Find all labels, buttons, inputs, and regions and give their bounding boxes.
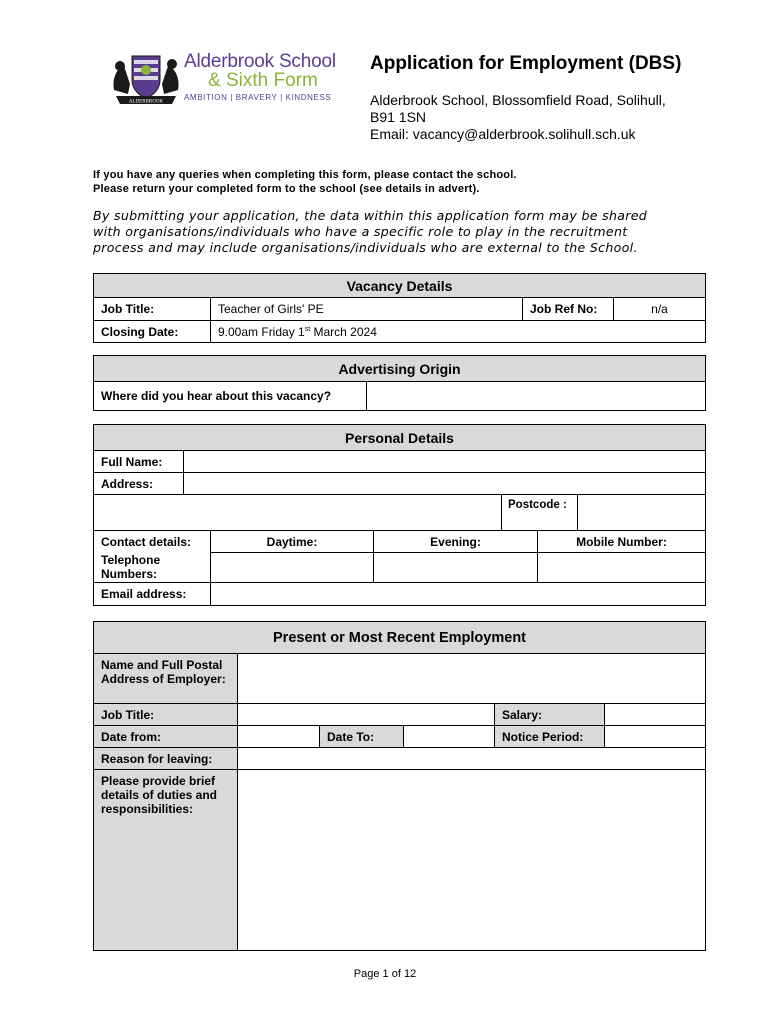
page-title: Application for Employment (DBS) [370, 53, 682, 74]
employment-job-title-field[interactable] [238, 704, 495, 726]
return-note: Please return your completed form to the school (see details in advert). [93, 183, 480, 195]
employment-table [93, 621, 706, 951]
date-from-label: Date from: [94, 726, 238, 748]
school-logo [110, 50, 355, 110]
address-field[interactable] [184, 473, 705, 495]
salary-field[interactable] [605, 704, 705, 726]
evening-phone-field[interactable] [374, 553, 538, 583]
postcode-field[interactable] [578, 495, 705, 531]
vacancy-details-table [93, 273, 706, 343]
full-name-label: Full Name: [94, 451, 184, 473]
date-from-field[interactable] [238, 726, 320, 748]
page-number: Page 1 of 12 [353, 968, 417, 980]
email-address-label: Email address: [94, 583, 211, 605]
employer-name-address-field[interactable] [238, 654, 705, 704]
job-title-label: Job Title: [94, 298, 211, 321]
notice-period-field[interactable] [605, 726, 705, 748]
duties-field[interactable] [238, 770, 705, 950]
closing-date-value: 9.00am Friday 1st March 2024 [218, 325, 377, 339]
contact-details-cell [94, 531, 211, 583]
full-name-field[interactable] [184, 451, 705, 473]
advertising-origin-table [93, 355, 706, 411]
data-sharing-statement: By submitting your application, the data within this application form may be shared with organisations/individuals who have a specific role to play in the recruitment process and may include organisations/individuals who are external to the School. [93, 208, 648, 255]
postcode-label: Postcode : [502, 495, 578, 531]
school-motto: AMBITION | BRAVERY | KINDNESS [184, 93, 332, 102]
school-email: Email: vacancy@alderbrook.solihull.sch.uk [370, 126, 636, 142]
employment-job-title-label: Job Title: [94, 704, 238, 726]
evening-label: Evening: [374, 531, 538, 553]
employment-heading: Present or Most Recent Employment [94, 622, 705, 654]
school-name-line1: Alderbrook School [184, 51, 336, 72]
mobile-phone-field[interactable] [538, 553, 705, 583]
duties-label: Please provide brief details of duties and responsibilities: [94, 770, 238, 950]
personal-details-table [93, 424, 706, 606]
vacancy-source-label: Where did you hear about this vacancy? [94, 382, 367, 410]
date-to-label: Date To: [320, 726, 404, 748]
address-field-line2[interactable] [94, 495, 502, 531]
school-address-line2: B91 1SN [370, 109, 427, 125]
contact-details-label: Contact details: [101, 535, 192, 549]
job-ref-label: Job Ref No: [523, 298, 614, 321]
reason-for-leaving-label: Reason for leaving: [94, 748, 238, 770]
notice-period-label: Notice Period: [495, 726, 605, 748]
mobile-number-label: Mobile Number: [538, 531, 705, 553]
reason-for-leaving-field[interactable] [238, 748, 705, 770]
address-label: Address: [94, 473, 184, 495]
job-title-value: Teacher of Girls' PE [211, 298, 523, 321]
queries-note: If you have any queries when completing this form, please contact the school. [93, 169, 517, 181]
school-name-line2: & Sixth Form [208, 70, 318, 91]
salary-label: Salary: [495, 704, 605, 726]
advertising-origin-heading: Advertising Origin [94, 356, 705, 382]
date-to-field[interactable] [404, 726, 495, 748]
daytime-label: Daytime: [211, 531, 374, 553]
school-address-line1: Alderbrook School, Blossomfield Road, Solihull, [370, 92, 666, 108]
job-ref-value: n/a [614, 298, 705, 321]
personal-details-heading: Personal Details [94, 425, 705, 451]
telephone-numbers-label: Telephone Numbers: [101, 553, 161, 581]
daytime-phone-field[interactable] [211, 553, 374, 583]
school-crest-icon [110, 50, 182, 106]
employer-name-address-label: Name and Full Postal Address of Employer: [94, 654, 238, 704]
svg-text:ALDERBROOK: ALDERBROOK [128, 99, 164, 105]
closing-date-label: Closing Date: [94, 321, 211, 342]
vacancy-source-field[interactable] [367, 382, 705, 410]
vacancy-details-heading: Vacancy Details [94, 274, 705, 298]
email-address-field[interactable] [211, 583, 705, 605]
